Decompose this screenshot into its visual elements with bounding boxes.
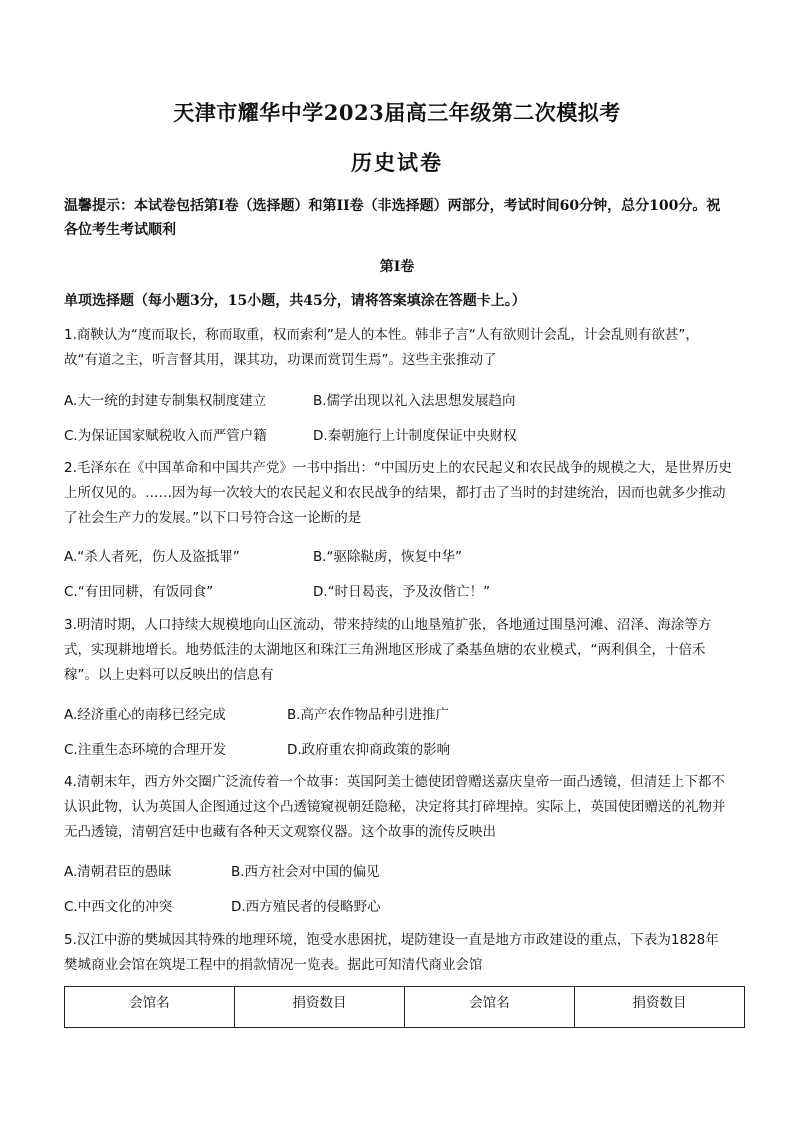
question-1-option-b[interactable]: B.儒学出现以礼入法思想发展趋向 [313, 393, 516, 409]
question-2-option-a[interactable]: A.“杀人者死，伤人及盗抵罪” [64, 549, 240, 565]
section-heading: 单项选择题（每小题3分，15小题，共45分，请将答案填涂在答题卡上。） [64, 293, 526, 309]
question-4-stem: 4.清朝末年，西方外交圈广泛流传着一个故事：英国阿美士德使团曾赠送嘉庆皇帝一面凸透镜，但清廷上下都不认识此物，认为英国人企图通过这个凸透镜窥视朝廷隐秘，决定将其打碎埋掉。实际上，英国使团赠送的礼物并无凸透镜，清朝宫廷中也藏有各种天文观察仪器。这个故事的流传反映出 [64, 774, 726, 840]
question-1-stem: 1.商鞅认为“度而取长，称而取重，权而索利”是人的本性。韩非子言“人有欲则计会乱，计会乱则有欲甚”，故“有道之主，听言督其用，课其功，功课而赏罚生焉”。这些主张推动了 [64, 327, 699, 368]
subject-title: 历史试卷 [351, 150, 443, 175]
question-3-option-d[interactable]: D.政府重农抑商政策的影响 [287, 742, 451, 758]
question-2-option-d[interactable]: D.“时日曷丧，予及汝偕亡！” [313, 584, 491, 600]
question-4-option-c[interactable]: C.中西文化的冲突 [64, 899, 173, 915]
question-4-option-d[interactable]: D.西方殖民者的侵略野心 [231, 899, 381, 915]
exam-title: 天津市耀华中学2023届高三年级第二次模拟考 [173, 100, 621, 125]
table-header-cell: 会馆名 [405, 987, 575, 1028]
donation-table [64, 986, 745, 1028]
part-heading: 第Ⅰ卷 [379, 259, 415, 275]
question-4-option-a[interactable]: A.清朝君臣的愚昧 [64, 864, 172, 880]
exam-tip: 温馨提示：本试卷包括第Ⅰ卷（选择题）和第II卷（非选择题）两部分，考试时间60分钟，总分100分。祝各位考生考试顺利 [64, 198, 721, 238]
table-header-cell: 捐资数目 [575, 987, 745, 1028]
question-5-stem: 5.汉江中游的樊城因其特殊的地理环境，饱受水患困扰，堤防建设一直是地方市政建设的重点，下表为1828年樊城商业会馆在筑堤工程中的捐款情况一览表。据此可知清代商业会馆 [64, 932, 719, 973]
question-2-stem: 2.毛泽东在《中国革命和中国共产党》一书中指出：“中国历史上的农民起义和农民战争的规模之大，是世界历史上所仅见的。……因为每一次较大的农民起义和农民战争的结果，都打击了当时的封建统治，因而也就多少推动了社会生产力的发展。”以下口号符合这一论断的是 [64, 460, 732, 526]
question-2-option-c[interactable]: C.“有田同耕，有饭同食” [64, 584, 214, 600]
question-4-option-b[interactable]: B.西方社会对中国的偏见 [231, 864, 380, 880]
table-header-cell: 捐资数目 [235, 987, 405, 1028]
question-1-option-d[interactable]: D.秦朝施行上计制度保证中央财权 [313, 428, 517, 444]
question-3-option-c[interactable]: C.注重生态环境的合理开发 [64, 742, 227, 758]
question-3-option-b[interactable]: B.高产农作物品种引进推广 [287, 707, 450, 723]
question-3-option-a[interactable]: A.经济重心的南移已经完成 [64, 707, 226, 723]
question-3-stem: 3.明清时期，人口持续大规模地向山区流动，带来持续的山地垦殖扩张，各地通过围垦河滩、沼泽、海涂等方式，实现耕地增长。地势低洼的太湖地区和珠江三角洲地区形成了桑基鱼塘的农业模式，“两利俱全，十倍禾稼”。以上史料可以反映出的信息有 [64, 617, 712, 683]
table-header-row [65, 987, 745, 1028]
question-2-option-b[interactable]: B.“驱除鞑虏，恢复中华” [313, 549, 463, 565]
question-1-option-a[interactable]: A.大一统的封建专制集权制度建立 [64, 393, 267, 409]
question-1-option-c[interactable]: C.为保证国家赋税收入而严管户籍 [64, 428, 267, 444]
table-header-cell: 会馆名 [65, 987, 235, 1028]
